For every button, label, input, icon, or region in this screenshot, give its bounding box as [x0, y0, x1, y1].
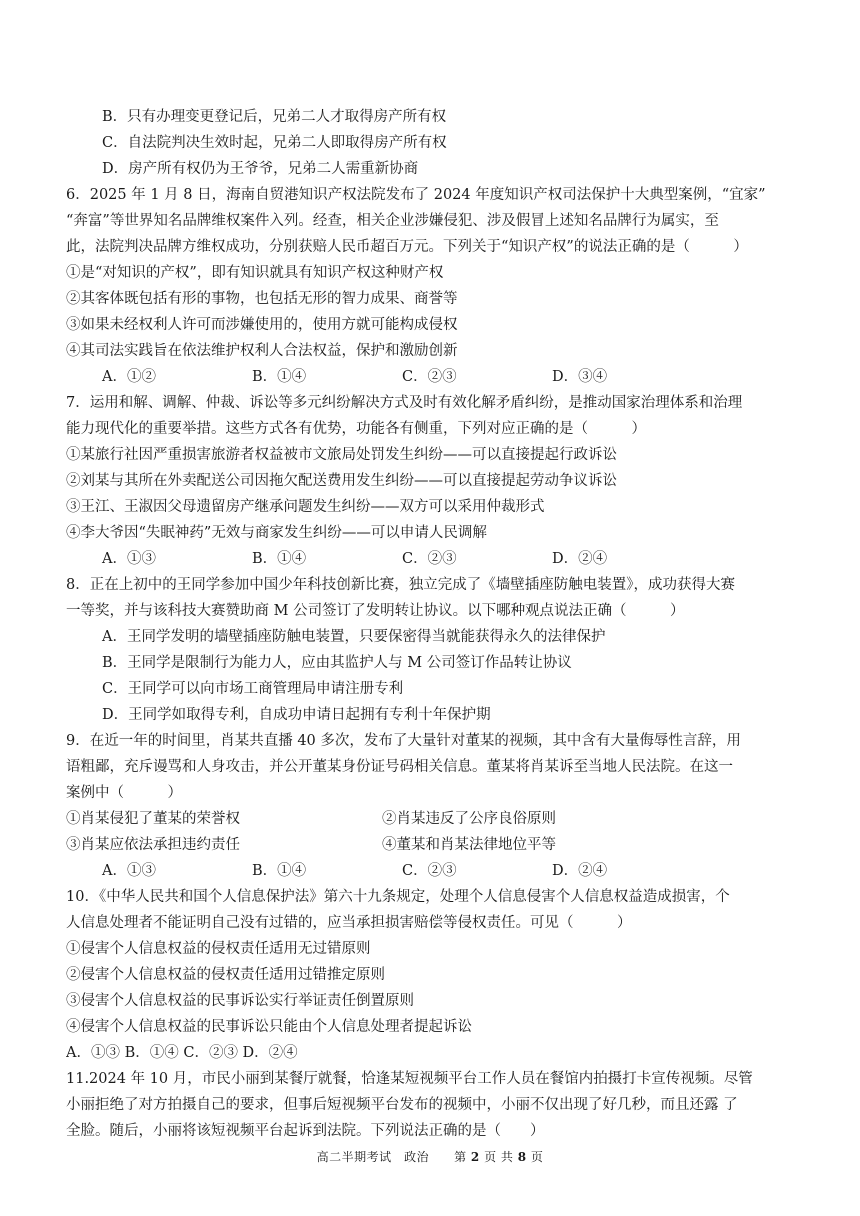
- q8-option-b: B．王同学是限制行为能力人，应由其监护人与 M 公司签订作品转让协议: [102, 655, 572, 671]
- q9-option-d: D．②④: [552, 863, 608, 879]
- q8-option-c: C．王同学可以向市场工商管理局申请注册专利: [102, 681, 404, 697]
- q7-item: ③王江、王淑因父母遗留房产继承问题发生纠纷——双方可以采用仲裁形式: [66, 499, 545, 515]
- exam-content: [66, 104, 796, 1144]
- q9-option-c: C．②③: [402, 863, 457, 879]
- q9-option-a: A．①③: [102, 863, 156, 879]
- q9-item: ④董某和肖某法律地位平等: [382, 837, 556, 853]
- q9-stem-line: 案例中（ ）: [66, 785, 182, 801]
- q6-option-d: D．③④: [552, 369, 608, 385]
- q7-stem-line: 7．运用和解、调解、仲裁、诉讼等多元纠纷解决方式及时有效化解矛盾纠纷，是推动国家治理体系和治理: [66, 395, 743, 411]
- q7-option-c: C．②③: [402, 551, 457, 567]
- q6-options: [66, 364, 796, 390]
- q11-stem-line: 全脸。随后，小丽将该短视频平台起诉到法院。下列说法正确的是（ ）: [66, 1123, 545, 1139]
- q7-item: ④李大爷因“失眠神药”无效与商家发生纠纷——可以申请人民调解: [66, 525, 487, 541]
- q6-item: ④其司法实践旨在依法维护权利人合法权益，保护和激励创新: [66, 343, 458, 359]
- q10-stem-line: 10．《中华人民共和国个人信息保护法》第六十九条规定，处理个人信息侵害个人信息权益造成损害，个: [66, 889, 730, 905]
- q10-options: A．①③ B．①④ C．②③ D．②④: [66, 1045, 298, 1061]
- q9-items-row: [66, 832, 796, 858]
- q7-item: ①某旅行社因严重损害旅游者权益被市文旅局处罚发生纠纷——可以直接提起行政诉讼: [66, 447, 617, 463]
- q7-stem-line: 能力现代化的重要举措。这些方式各有优势，功能各有侧重，下列对应正确的是（ ）: [66, 421, 646, 437]
- q5-option-c: C．自法院判决生效时起，兄弟二人即取得房产所有权: [102, 135, 447, 151]
- footer-page-number: 2: [470, 1150, 480, 1164]
- q5-option-d: D．房产所有权仍为王爷爷，兄弟二人需重新协商: [102, 161, 419, 177]
- q6-stem-line: 6．2025 年 1 月 8 日，海南自贸港知识产权法院发布了 2024 年度知识产权司法保护十大典型案例，“宜家”: [66, 187, 766, 203]
- q7-option-d: D．②④: [552, 551, 608, 567]
- q7-option-a: A．①③: [102, 551, 156, 567]
- q9-option-b: B．①④: [252, 863, 307, 879]
- q6-option-c: C．②③: [402, 369, 457, 385]
- q9-item: ③肖某应依法承担违约责任: [66, 837, 240, 853]
- q11-stem-line: 小丽拒绝了对方拍摄自己的要求，但事后短视频平台发布的视频中，小丽不仅出现了好几秒，而且还露 了: [66, 1097, 738, 1113]
- q10-item: ②侵害个人信息权益的侵权责任适用过错推定原则: [66, 967, 385, 983]
- q8-stem-line: 一等奖，并与该科技大赛赞助商 M 公司签订了发明转让协议。以下哪种观点说法正确（ ）: [66, 603, 685, 619]
- q9-options: [66, 858, 796, 884]
- q7-option-b: B．①④: [252, 551, 307, 567]
- q10-item: ①侵害个人信息权益的侵权责任适用无过错原则: [66, 941, 371, 957]
- q6-option-a: A．①②: [102, 369, 156, 385]
- q6-stem-line: 此，法院判决品牌方维权成功，分别获赔人民币超百万元。下列关于“知识产权”的说法正确的是（ ）: [66, 239, 748, 255]
- footer-total-pages: 8: [517, 1150, 527, 1164]
- q6-item: ③如果未经权利人许可而涉嫌使用的，使用方就可能构成侵权: [66, 317, 458, 333]
- q8-option-d: D．王同学如取得专利，自成功申请日起拥有专利十年保护期: [102, 707, 491, 723]
- q10-item: ③侵害个人信息权益的民事诉讼实行举证责任倒置原则: [66, 993, 414, 1009]
- q6-item: ①是“对知识的产权”，即有知识就具有知识产权这种财产权: [66, 265, 444, 281]
- footer-mid: 页 共: [479, 1150, 518, 1164]
- q6-item: ②其客体既包括有形的事物，也包括无形的智力成果、商誉等: [66, 291, 458, 307]
- q10-item: ④侵害个人信息权益的民事诉讼只能由个人信息处理者提起诉讼: [66, 1019, 472, 1035]
- q6-option-b: B．①④: [252, 369, 307, 385]
- page-footer: [0, 1148, 860, 1165]
- q11-stem-line: 11.2024 年 10 月，市民小丽到某餐厅就餐，恰逢某短视频平台工作人员在餐馆内拍摄打卡宣传视频。尽管: [66, 1071, 753, 1087]
- footer-end: 页: [526, 1150, 544, 1164]
- q5-option-b: B．只有办理变更登记后，兄弟二人才取得房产所有权: [102, 109, 447, 125]
- footer-label: 高二半期考试 政治 第: [316, 1150, 471, 1164]
- q9-stem-line: 9．在近一年的时间里，肖某共直播 40 多次，发布了大量针对董某的视频，其中含有大量侮辱性言辞，用: [66, 733, 741, 749]
- q9-items-row: [66, 806, 796, 832]
- q10-stem-line: 人信息处理者不能证明自己没有过错的，应当承担损害赔偿等侵权责任。可见（ ）: [66, 915, 632, 931]
- q9-item: ②肖某违反了公序良俗原则: [382, 811, 556, 827]
- q7-item: ②刘某与其所在外卖配送公司因拖欠配送费用发生纠纷——可以直接提起劳动争议诉讼: [66, 473, 617, 489]
- q9-item: ①肖某侵犯了董某的荣誉权: [66, 811, 240, 827]
- q6-stem-line: “奔富”等世界知名品牌维权案件入列。经查，相关企业涉嫌侵犯、涉及假冒上述知名品牌行为属实，至: [66, 213, 719, 229]
- q8-stem-line: 8．正在上初中的王同学参加中国少年科技创新比赛，独立完成了《墙壁插座防触电装置》，成功获得大赛: [66, 577, 735, 593]
- q7-options: [66, 546, 796, 572]
- q8-option-a: A．王同学发明的墙壁插座防触电装置，只要保密得当就能获得永久的法律保护: [102, 629, 606, 645]
- q9-stem-line: 语粗鄙，充斥谩骂和人身攻击，并公开董某身份证号码相关信息。董某将肖某诉至当地人民法院。在这一: [66, 759, 733, 775]
